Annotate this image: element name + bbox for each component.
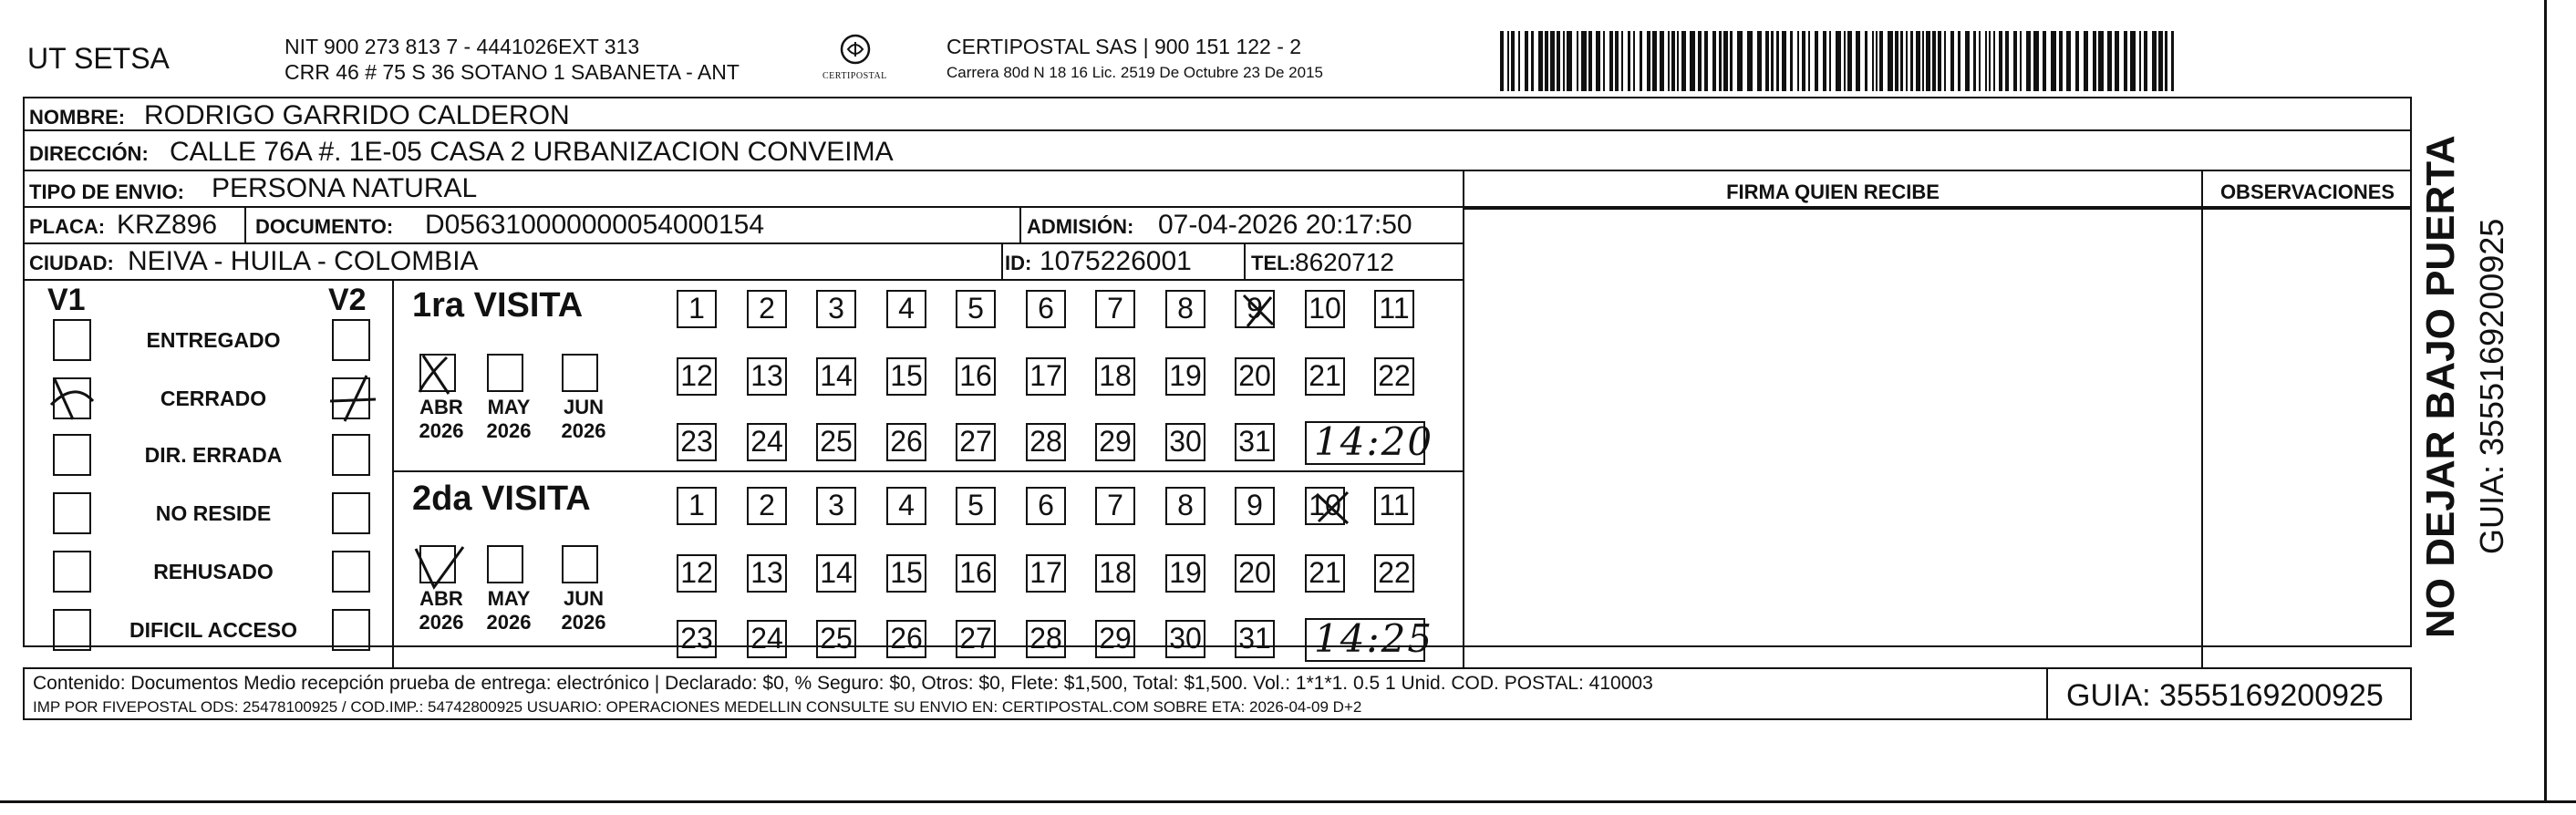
- month-checkbox[interactable]: [562, 354, 598, 392]
- certipostal-line: CERTIPOSTAL SAS | 900 151 122 - 2: [947, 35, 1302, 58]
- day-checkbox[interactable]: 6: [1026, 290, 1066, 328]
- v1-checkbox[interactable]: [53, 319, 91, 361]
- day-checkbox[interactable]: 28: [1026, 620, 1066, 658]
- v2-checkbox[interactable]: [332, 609, 370, 651]
- month-label: ABR: [419, 396, 463, 418]
- day-checkbox[interactable]: 26: [886, 423, 926, 461]
- year-label: 2026: [561, 611, 606, 634]
- type-label: TIPO DE ENVIO:: [29, 181, 184, 203]
- no-dejar-bajo-puerta-warning: NO DEJAR BAJO PUERTA: [2418, 135, 2463, 638]
- day-checkbox[interactable]: 29: [1095, 620, 1135, 658]
- status-label: DIFICIL ACCESO: [129, 618, 297, 642]
- day-checkbox[interactable]: 7: [1095, 487, 1135, 525]
- day-checkbox[interactable]: 24: [747, 423, 787, 461]
- v2-checkbox[interactable]: [332, 434, 370, 476]
- barcode: [1500, 31, 2179, 91]
- month-checkbox[interactable]: [487, 354, 523, 392]
- recipient-name: RODRIGO GARRIDO CALDERON: [144, 100, 570, 130]
- day-checkbox[interactable]: 7: [1095, 290, 1135, 328]
- day-checkbox[interactable]: 14: [816, 554, 856, 593]
- month-label: JUN: [563, 396, 604, 418]
- day-checkbox[interactable]: 15: [886, 554, 926, 593]
- day-checkbox[interactable]: 22: [1374, 554, 1414, 593]
- signature-header: FIRMA QUIEN RECIBE: [1726, 181, 1940, 203]
- document-label: DOCUMENTO:: [255, 215, 394, 238]
- day-checkbox[interactable]: 27: [956, 620, 996, 658]
- day-checkbox[interactable]: 3: [816, 487, 856, 525]
- day-checkbox[interactable]: 17: [1026, 357, 1066, 396]
- day-checkbox[interactable]: 22: [1374, 357, 1414, 396]
- v1-checkbox[interactable]: [53, 377, 91, 419]
- year-label: 2026: [561, 419, 606, 442]
- day-checkbox[interactable]: 10: [1305, 290, 1345, 328]
- day-checkbox[interactable]: 4: [886, 487, 926, 525]
- day-checkbox[interactable]: 21: [1305, 357, 1345, 396]
- day-checkbox[interactable]: 18: [1095, 357, 1135, 396]
- day-checkbox[interactable]: 18: [1095, 554, 1135, 593]
- month-label: JUN: [563, 587, 604, 610]
- day-checkbox[interactable]: 17: [1026, 554, 1066, 593]
- day-checkbox[interactable]: 5: [956, 290, 996, 328]
- status-label: DIR. ERRADA: [144, 443, 283, 467]
- day-checkbox[interactable]: 9: [1235, 487, 1275, 525]
- v2-checkbox[interactable]: [332, 492, 370, 534]
- first-visit-title: 1ra VISITA: [412, 286, 584, 325]
- company-name: UT SETSA: [27, 42, 170, 75]
- side-guide-number: GUIA: 3555169200925: [2473, 218, 2510, 554]
- day-checkbox[interactable]: 30: [1165, 620, 1205, 658]
- id-label: ID:: [1005, 252, 1032, 274]
- day-checkbox[interactable]: 15: [886, 357, 926, 396]
- city-label: CIUDAD:: [29, 252, 114, 274]
- plate: KRZ896: [117, 210, 218, 240]
- month-checkbox[interactable]: [419, 354, 456, 392]
- day-checkbox[interactable]: 21: [1305, 554, 1345, 593]
- day-checkbox[interactable]: 26: [886, 620, 926, 658]
- day-checkbox[interactable]: 6: [1026, 487, 1066, 525]
- day-checkbox[interactable]: 3: [816, 290, 856, 328]
- imp-line: IMP POR FIVEPOSTAL ODS: 25478100925 / COD.IMP.: 54742800925 USUARIO: OPERACIONES MEDELLIN CONSULTE SU ENVIO EN: CERTIPOSTAL.COM SOBRE ETA: 2026-04-09 D+2: [33, 698, 1362, 716]
- day-checkbox[interactable]: 2: [747, 290, 787, 328]
- document-number: D056310000000054000154: [425, 210, 765, 240]
- year-label: 2026: [486, 611, 532, 634]
- content-line: Contenido: Documentos Medio recepción prueba de entrega: electrónico | Declarado: $0, % Seguro: $0, Otros: $0, Flete: $1,500, Total: $1,500. Vol.: 1*1*1. 0.5 1 Unid. COD. POSTAL: 410003: [33, 673, 1653, 694]
- status-label: REHUSADO: [153, 560, 274, 583]
- day-checkbox[interactable]: 11: [1374, 487, 1414, 525]
- day-checkbox[interactable]: 14: [816, 357, 856, 396]
- day-checkbox[interactable]: 20: [1235, 554, 1275, 593]
- recipient-address: CALLE 76A #. 1E-05 CASA 2 URBANIZACION CONVEIMA: [170, 137, 894, 167]
- admission-label: ADMISIÓN:: [1027, 215, 1134, 238]
- v2-checkbox[interactable]: [332, 551, 370, 593]
- day-checkbox[interactable]: 13: [747, 554, 787, 593]
- admission-datetime: 07-04-2026 20:17:50: [1158, 210, 1412, 240]
- recipient-id: 1075226001: [1040, 246, 1192, 276]
- status-label: CERRADO: [160, 387, 267, 410]
- day-checkbox[interactable]: 12: [677, 357, 717, 396]
- city: NEIVA - HUILA - COLOMBIA: [128, 246, 479, 276]
- month-checkbox[interactable]: [487, 545, 523, 583]
- year-label: 2026: [419, 611, 464, 634]
- shipment-type: PERSONA NATURAL: [212, 173, 478, 203]
- day-checkbox[interactable]: 20: [1235, 357, 1275, 396]
- recipient-tel: 8620712: [1295, 248, 1395, 276]
- day-checkbox[interactable]: 16: [956, 554, 996, 593]
- plate-label: PLACA:: [29, 215, 106, 238]
- year-label: 2026: [419, 419, 464, 442]
- v1-header: V1: [47, 283, 86, 317]
- day-checkbox[interactable]: 5: [956, 487, 996, 525]
- day-checkbox[interactable]: 23: [677, 620, 717, 658]
- day-checkbox[interactable]: 10: [1305, 487, 1345, 525]
- day-checkbox[interactable]: 19: [1165, 554, 1205, 593]
- day-checkbox[interactable]: 8: [1165, 290, 1205, 328]
- v1-checkbox[interactable]: [53, 551, 91, 593]
- name-label: NOMBRE:: [29, 106, 126, 129]
- month-label: ABR: [419, 587, 463, 610]
- month-checkbox[interactable]: [419, 545, 456, 583]
- day-checkbox[interactable]: 25: [816, 620, 856, 658]
- day-checkbox[interactable]: 9: [1235, 290, 1275, 328]
- day-checkbox[interactable]: 23: [677, 423, 717, 461]
- visit-time: 14:20: [1314, 419, 1434, 464]
- v2-checkbox[interactable]: [332, 319, 370, 361]
- day-checkbox[interactable]: 19: [1165, 357, 1205, 396]
- observations-header: OBSERVACIONES: [2219, 181, 2395, 203]
- month-checkbox[interactable]: [562, 545, 598, 583]
- month-label: MAY: [487, 587, 531, 610]
- day-checkbox[interactable]: 16: [956, 357, 996, 396]
- day-checkbox[interactable]: 11: [1374, 290, 1414, 328]
- second-visit-title: 2da VISITA: [412, 480, 591, 518]
- v2-checkbox[interactable]: [332, 377, 370, 419]
- day-checkbox[interactable]: 31: [1235, 423, 1275, 461]
- v1-checkbox[interactable]: [53, 492, 91, 534]
- day-checkbox[interactable]: 4: [886, 290, 926, 328]
- day-checkbox[interactable]: 8: [1165, 487, 1205, 525]
- day-checkbox[interactable]: 29: [1095, 423, 1135, 461]
- footer-guide-number: GUIA: 3555169200925: [2066, 678, 2384, 713]
- day-checkbox[interactable]: 30: [1165, 423, 1205, 461]
- day-checkbox[interactable]: 1: [677, 290, 717, 328]
- day-checkbox[interactable]: 1: [677, 487, 717, 525]
- v1-checkbox[interactable]: [53, 609, 91, 651]
- v2-header: V2: [328, 283, 367, 317]
- license-line: Carrera 80d N 18 16 Lic. 2519 De Octubre 23 De 2015: [947, 64, 1323, 81]
- day-checkbox[interactable]: 25: [816, 423, 856, 461]
- sender-address-line: CRR 46 # 75 S 36 SOTANO 1 SABANETA - ANT: [284, 60, 740, 84]
- year-label: 2026: [486, 419, 532, 442]
- status-label: NO RESIDE: [155, 501, 272, 525]
- day-checkbox[interactable]: 24: [747, 620, 787, 658]
- v1-checkbox[interactable]: [53, 434, 91, 476]
- tel-label: TEL:: [1251, 252, 1296, 274]
- day-checkbox[interactable]: 13: [747, 357, 787, 396]
- month-label: MAY: [487, 396, 531, 418]
- day-checkbox[interactable]: 31: [1235, 620, 1275, 658]
- day-checkbox[interactable]: 28: [1026, 423, 1066, 461]
- status-label: ENTREGADO: [146, 328, 281, 352]
- nit-line: NIT 900 273 813 7 - 4441026EXT 313: [284, 35, 640, 58]
- day-checkbox[interactable]: 27: [956, 423, 996, 461]
- visit-time: 14:25: [1314, 616, 1434, 661]
- logo-text: CERTIPOSTAL: [822, 71, 887, 81]
- day-checkbox[interactable]: 2: [747, 487, 787, 525]
- day-checkbox[interactable]: 12: [677, 554, 717, 593]
- address-label: DIRECCIÓN:: [29, 142, 149, 165]
